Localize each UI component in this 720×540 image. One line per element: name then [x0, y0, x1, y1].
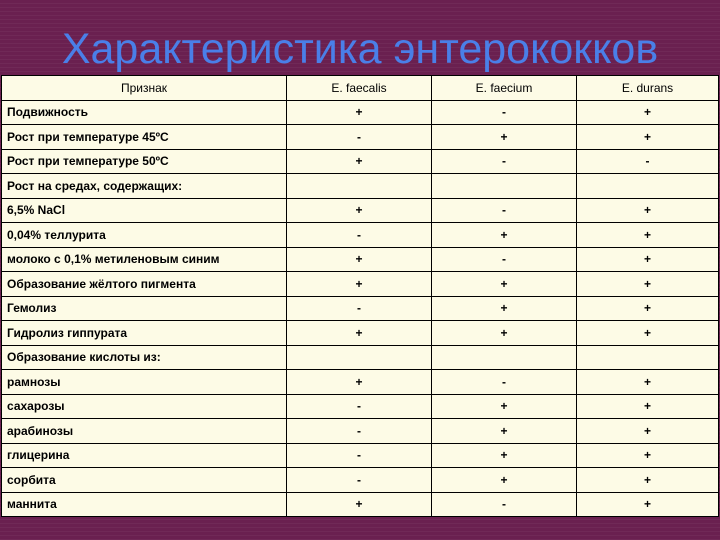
- trait-value: +: [432, 296, 577, 321]
- trait-value: +: [577, 443, 719, 468]
- table-row: [2, 394, 719, 419]
- trait-label: Гидролиз гиппурата: [2, 321, 287, 346]
- header-faecalis: E. faecalis: [287, 76, 432, 101]
- table-row: [2, 247, 719, 272]
- trait-value: -: [287, 443, 432, 468]
- trait-value: +: [432, 468, 577, 493]
- trait-value: -: [287, 468, 432, 493]
- trait-label: Подвижность: [2, 100, 287, 125]
- trait-value: +: [287, 198, 432, 223]
- table-row: [2, 198, 719, 223]
- trait-value: -: [287, 419, 432, 444]
- header-faecium: E. faecium: [432, 76, 577, 101]
- trait-value: +: [577, 100, 719, 125]
- trait-value: -: [577, 149, 719, 174]
- trait-value: [432, 174, 577, 199]
- trait-value: +: [577, 223, 719, 248]
- trait-value: -: [432, 198, 577, 223]
- trait-value: [577, 345, 719, 370]
- table-row: [2, 149, 719, 174]
- trait-label: Рост на средах, содержащих:: [2, 174, 287, 199]
- trait-value: [287, 345, 432, 370]
- header-trait: Признак: [2, 76, 287, 101]
- trait-value: +: [287, 321, 432, 346]
- trait-value: -: [287, 125, 432, 150]
- trait-value: -: [287, 223, 432, 248]
- trait-value: +: [577, 125, 719, 150]
- trait-label: рамнозы: [2, 370, 287, 395]
- table-row: [2, 296, 719, 321]
- trait-value: [432, 345, 577, 370]
- trait-label: молоко с 0,1% метиленовым синим: [2, 247, 287, 272]
- table-body: [2, 100, 719, 517]
- trait-value: +: [432, 321, 577, 346]
- trait-value: +: [577, 198, 719, 223]
- table-row: [2, 321, 719, 346]
- table-row: [2, 370, 719, 395]
- trait-value: +: [432, 223, 577, 248]
- trait-value: -: [432, 247, 577, 272]
- trait-value: +: [287, 272, 432, 297]
- trait-value: +: [577, 296, 719, 321]
- trait-value: +: [287, 247, 432, 272]
- trait-value: +: [577, 321, 719, 346]
- trait-value: +: [577, 468, 719, 493]
- trait-label: Образование кислоты из:: [2, 345, 287, 370]
- table-row: [2, 174, 719, 199]
- table-header-row: [2, 76, 719, 101]
- trait-value: +: [432, 125, 577, 150]
- trait-value: -: [287, 394, 432, 419]
- trait-value: [577, 174, 719, 199]
- table-row: [2, 100, 719, 125]
- trait-value: -: [432, 370, 577, 395]
- trait-value: +: [432, 272, 577, 297]
- trait-label: глицерина: [2, 443, 287, 468]
- enterococci-table: [1, 75, 719, 517]
- trait-value: +: [432, 394, 577, 419]
- trait-label: Рост при температуре 45ºС: [2, 125, 287, 150]
- trait-value: [287, 174, 432, 199]
- table-row: [2, 272, 719, 297]
- trait-label: арабинозы: [2, 419, 287, 444]
- trait-label: Рост при температуре 50ºС: [2, 149, 287, 174]
- table-row: [2, 223, 719, 248]
- trait-label: маннита: [2, 492, 287, 517]
- trait-value: +: [287, 492, 432, 517]
- slide-title: Характеристика энтерококков: [61, 25, 659, 73]
- trait-value: +: [432, 443, 577, 468]
- trait-value: -: [287, 296, 432, 321]
- trait-value: -: [432, 100, 577, 125]
- table-row: [2, 492, 719, 517]
- header-durans: E. durans: [577, 76, 719, 101]
- table-row: [2, 468, 719, 493]
- trait-value: +: [577, 370, 719, 395]
- trait-value: +: [287, 370, 432, 395]
- trait-value: +: [577, 394, 719, 419]
- table-row: [2, 345, 719, 370]
- table-row: [2, 125, 719, 150]
- trait-value: +: [577, 272, 719, 297]
- trait-value: +: [287, 149, 432, 174]
- table-row: [2, 419, 719, 444]
- trait-label: сахарозы: [2, 394, 287, 419]
- trait-label: 0,04% теллурита: [2, 223, 287, 248]
- trait-value: +: [577, 247, 719, 272]
- trait-value: -: [432, 149, 577, 174]
- trait-label: сорбита: [2, 468, 287, 493]
- trait-label: Образование жёлтого пигмента: [2, 272, 287, 297]
- trait-value: +: [577, 419, 719, 444]
- trait-value: -: [432, 492, 577, 517]
- table-row: [2, 443, 719, 468]
- trait-value: +: [287, 100, 432, 125]
- trait-value: +: [577, 492, 719, 517]
- trait-label: 6,5% NaCl: [2, 198, 287, 223]
- trait-label: Гемолиз: [2, 296, 287, 321]
- trait-value: +: [432, 419, 577, 444]
